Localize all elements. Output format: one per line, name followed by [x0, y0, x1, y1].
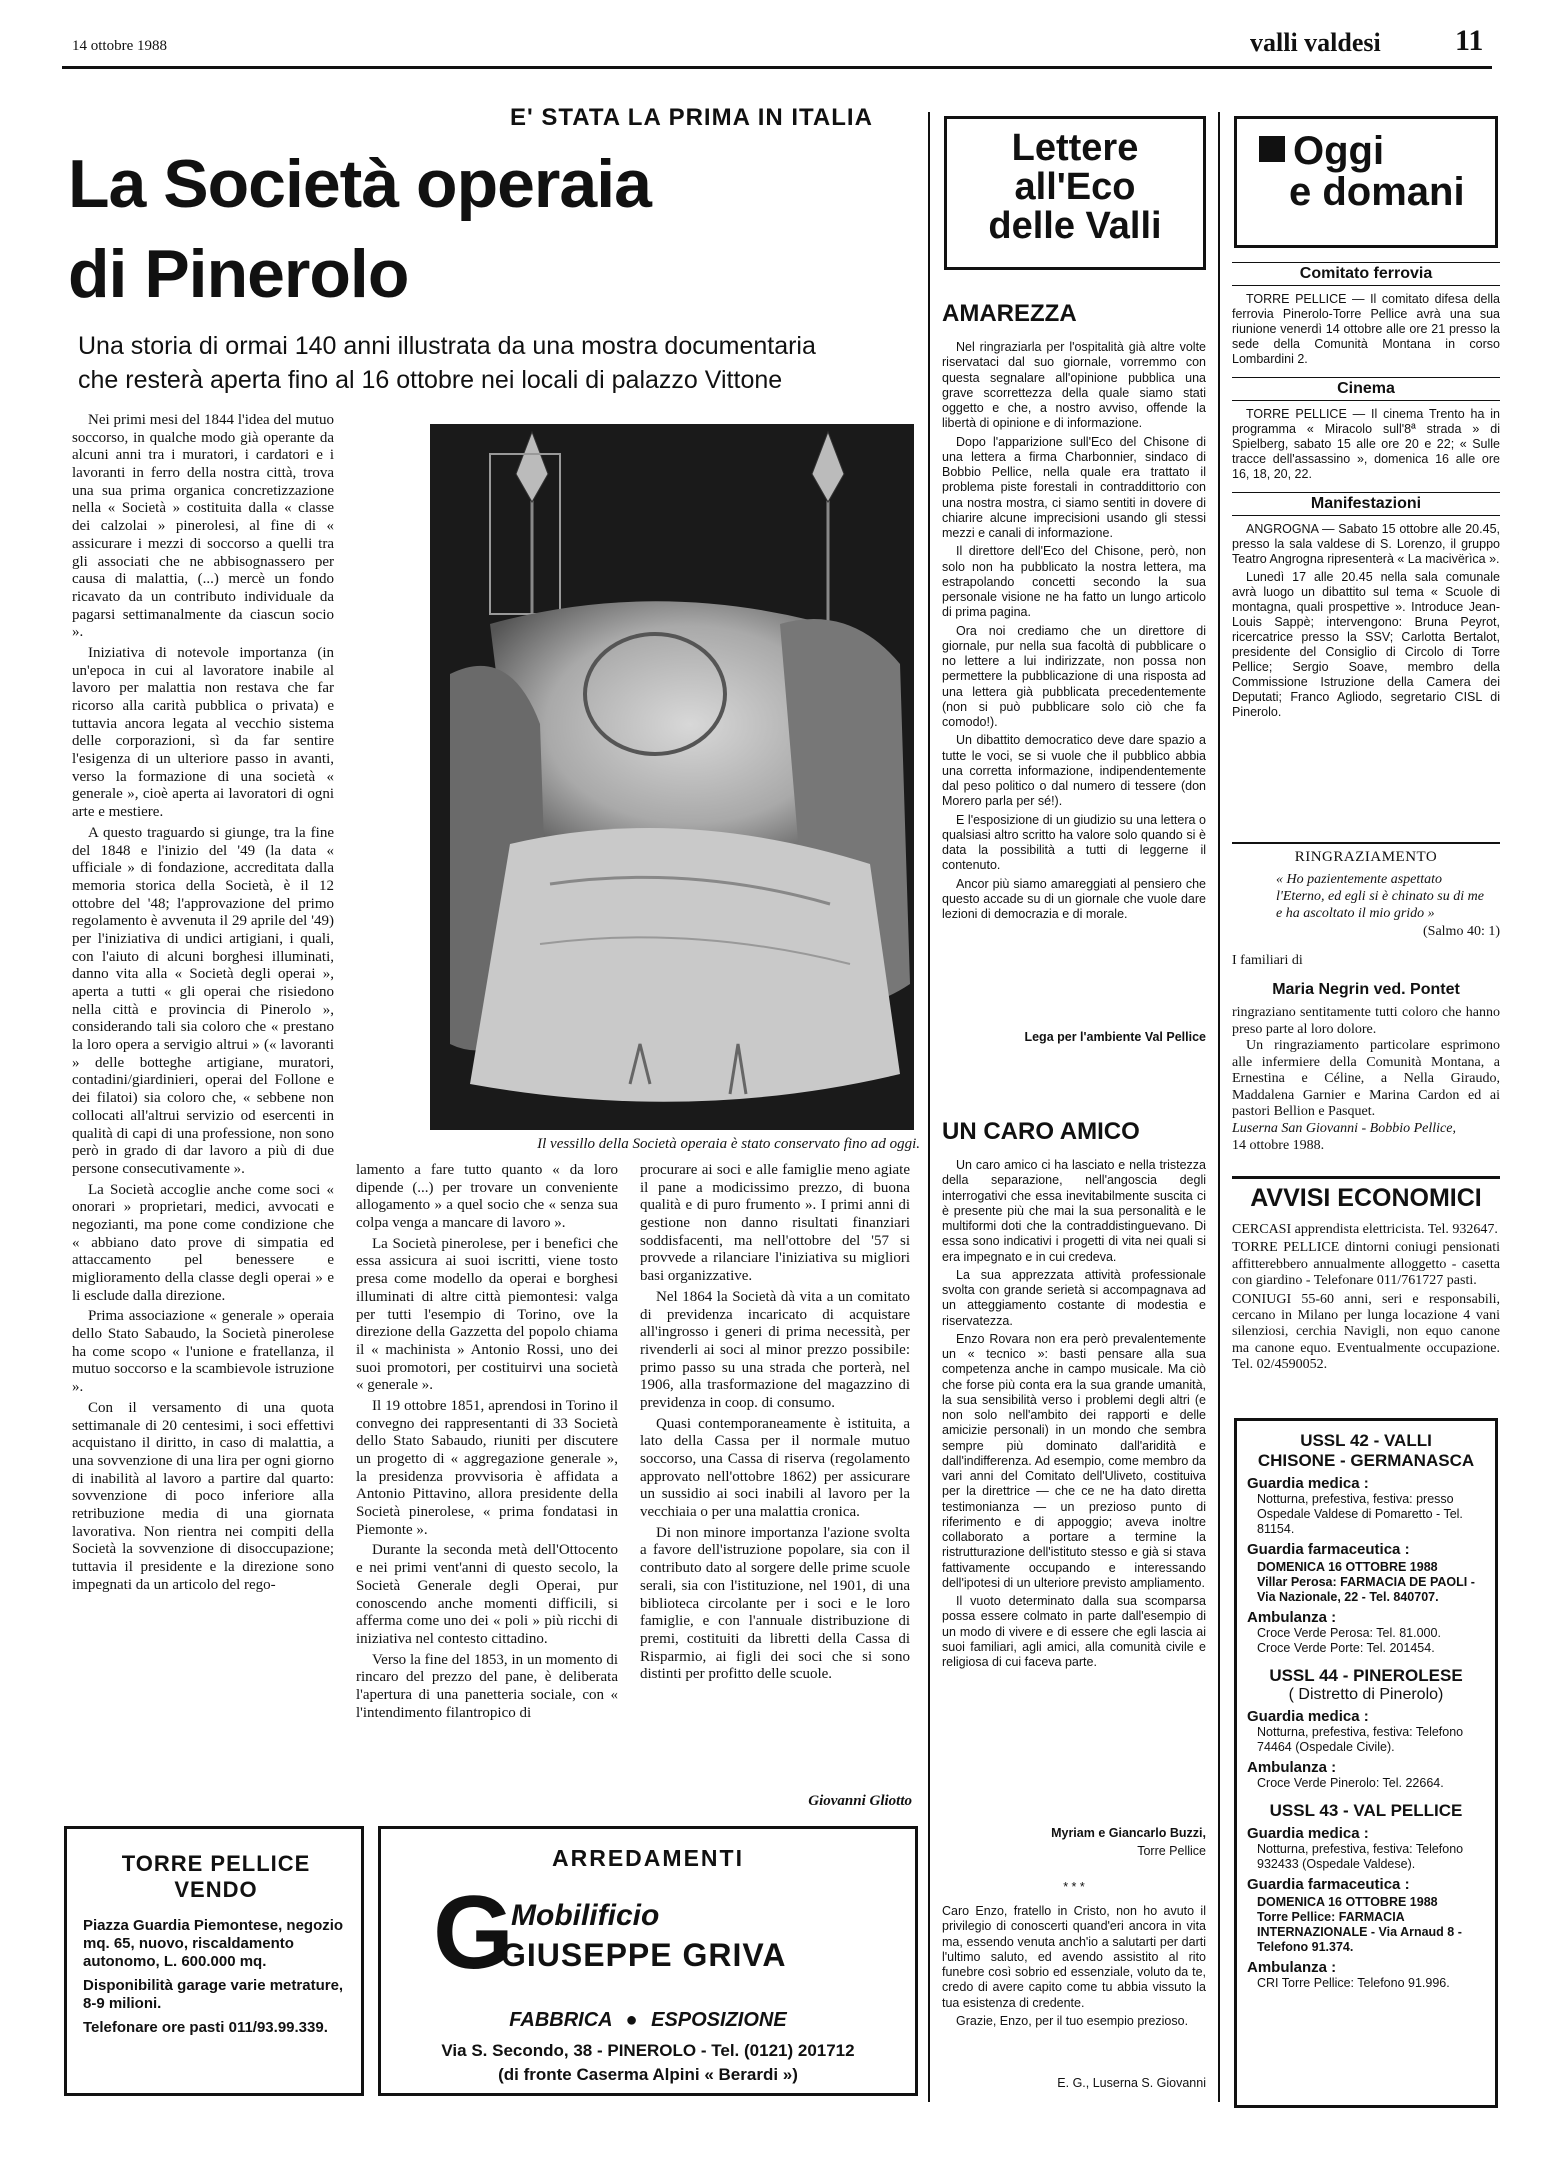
column-divider [1218, 112, 1220, 2102]
avviso-item: CONIUGI 55-60 anni, seri e responsabili, cercano in Milano per lunga locazione 4 vani silenziosi, cerchia Navigli, non equo canone ma canone equo. Eventualmente occupazione. Tel. 02/4590052. [1232, 1291, 1500, 1372]
ussl43-guardia-farmaceutica: Guardia farmaceutica : [1247, 1876, 1410, 1893]
ad-griva-fabbrica: FABBRICA [509, 2009, 612, 2031]
letter-paragraph: Dopo l'apparizione sull'Eco del Chisone di una lettera a firma Charbonnier, sindaco di Bobbio Pellice, nella quale era trattato il problema piste forestali in contraddittorio con una nostra mostra, ci siamo sentiti in dovere di chiarire alcune imprecisioni usando gli stessi mezzi e canali di informazione. [942, 434, 1206, 540]
ussl42-guardia-farmaceutica: Guardia farmaceutica : [1247, 1541, 1410, 1558]
ad-vendo-text-2: Disponibilità garage varie metrature, 8-9 milioni. [83, 1977, 344, 2012]
article-title-line-1: La Società operaia [68, 146, 651, 222]
avviso-item: CERCASI apprendista elettricista. Tel. 932647. [1232, 1222, 1498, 1237]
oggi-title: Oggi [1293, 129, 1385, 173]
ad-griva-note: (di fronte Caserma Alpini « Berardi ») [498, 2065, 798, 2084]
letters-header-line-1: Lettere [1011, 127, 1139, 169]
caro-amico-body [942, 1158, 1206, 1673]
ringraziamento-block [1232, 848, 1500, 1154]
letters-header-box [944, 116, 1206, 270]
ringraziamento-place: Luserna San Giovanni - Bobbio Pellice, [1232, 1120, 1456, 1136]
article-paragraph: Quasi contemporaneamente è istituita, a lato della Cassa per il normale mutuo soccorso, una Cassa di riserva (regolamento approvato nell'ottobre 1862) per assicurare un sussidio ai soci inabili al lavoro per la vecchiaia o per una malattia cronica. [640, 1415, 910, 1521]
avvisi-title: AVVISI ECONOMICI [1250, 1184, 1482, 1212]
article-column-3 [640, 1162, 910, 1787]
ad-vendo-text-1: Piazza Guardia Piemontese, negozio mq. 65, nuovo, riscaldamento autonomo, L. 600.000 mq. [83, 1917, 344, 1970]
article-kicker: E' STATA LA PRIMA IN ITALIA [510, 104, 873, 131]
ussl43-ambulanza-1: CRI Torre Pellice: Telefono 91.996. [1257, 1976, 1450, 1990]
ad-griva-head: ARREDAMENTI [552, 1845, 744, 1871]
ussl44-ambulanza-1: Croce Verde Pinerolo: Tel. 22664. [1257, 1776, 1444, 1790]
ussl43-farmacia-date: DOMENICA 16 OTTOBRE 1988 [1257, 1895, 1438, 1909]
article-title-line-2: di Pinerolo [68, 236, 409, 312]
article-paragraph: Nel 1864 la Società dà vita a un comitato di previdenza incaricato di acquistare all'ingrosso i generi di prima necessità, per rivenderli ai soci al minor prezzo possibile: primo passo su una strada che porterà, nel 1906, alla trasformazione del magazzino di previdenza in coop. di consumo. [640, 1288, 910, 1411]
ringraziamento-intro: I familiari di [1232, 953, 1303, 969]
banner-photo [430, 424, 914, 1130]
letter-paragraph: La sua apprezzata attività professionale svolta con grande serietà si accompagnava ad un atteggiamento costante di modestia e riservatezza. [942, 1267, 1206, 1328]
ad-griva-logo-letter: G [433, 1875, 514, 1991]
section-rule [1232, 842, 1500, 844]
ussl44-title-2: ( Distretto di Pinerolo) [1288, 1686, 1444, 1703]
ad-vendo-title-1: TORRE PELLICE [121, 1851, 311, 1876]
avviso-item: TORRE PELLICE dintorni coniugi pensionati affitterebbero annualmente alloggetto - casetta con giardino - Telefonare 011/761727 pasti. [1232, 1240, 1500, 1289]
ad-griva-esposizione: ESPOSIZIONE [651, 2009, 787, 2031]
article-paragraph: lamento a fare tutto quanto « da loro dipende (...) per trovare un conveniente allogamento » a quel socio che « senza sua colpa venga a mancare di lavoro ». [356, 1162, 618, 1232]
article-column-1 [72, 412, 334, 1817]
header-rule [62, 66, 1492, 69]
ussl43-guardia-medica: Guardia medica : [1247, 1825, 1369, 1842]
article-paragraph: Con il versamento di una quota settimanale di 20 centesimi, i soci effettivi acquistano il diritto, in caso di malattia, a una sovvenzione di una lira per ogni giorno di inabilità al lavoro a partire dal quarto: sovvenzione di poco inferiore alla retribuzione media di una giornata lavorativa. Non rientra nei compiti della Società la sovvenzione di disoccupazione; tuttavia il presidente e la direzione sono impegnati da un articolo del rego- [72, 1399, 334, 1593]
section-paragraph: TORRE PELLICE — Il cinema Trento ha in programma « Miracolo sull'8ª strada » di Spielberg, sabato 15 alle ore 20 e 22; « Sulle tracce dell'assassino », domenica 16 alle ore 16, 18, 20, 22. [1232, 407, 1500, 481]
article-subtitle-line-1: Una storia di ormai 140 anni illustrata da una mostra documentaria [78, 332, 816, 360]
letter-paragraph: Caro Enzo, fratello in Cristo, non ho avuto il privilegio di conoscerti quand'eri ancora in vita ma, essendo venuta anch'io a salutarti per darti l'ultimo saluto, ed avendo assistito al rito funebre così sobrio ed essenziale, voluto da te, credo di avere capito come tu abbia vissuto la tua esistenza di credente. [942, 1904, 1206, 2010]
letters-header-line-3: delle Valli [988, 204, 1162, 247]
ussl42-title-1: USSL 42 - VALLI [1300, 1431, 1432, 1450]
caro-amico-second-body [942, 1904, 1206, 2032]
article-paragraph: La Società accoglie anche come soci « onorari » proprietari, medici, avvocati e negozianti, ma pone come condizione che « abbiano dato prove di simpatia ed attaccamento pel benessere e miglioramento della classe degli operai » e li esclude dalla direzione. [72, 1181, 334, 1304]
ussl42-ambulanza: Ambulanza : [1247, 1609, 1337, 1626]
section-head-cinema: Cinema [1232, 377, 1500, 401]
ringraziamento-title: RINGRAZIAMENTO [1294, 849, 1438, 865]
article-subtitle-line-2: che resterà aperta fino al 16 ottobre nei locali di palazzo Vittone [78, 366, 783, 394]
ringraziamento-name: Maria Negrin ved. Pontet [1272, 980, 1460, 998]
ussl43-title: USSL 43 - VAL PELLICE [1269, 1801, 1463, 1820]
ad-griva-fabbrica-row [381, 2009, 915, 2032]
section-head-ferrovia: Comitato ferrovia [1232, 262, 1500, 286]
ussl43-ambulanza: Ambulanza : [1247, 1959, 1337, 1976]
oggi-domani-line-1 [1259, 131, 1495, 171]
ad-griva [378, 1826, 918, 2096]
letter-paragraph: Ora noi crediamo che un direttore di giornale, pur nella sua facoltà di pubblicare o no lettere a lui indirizzate, non possa non permettere la pubblicazione di una risposta ad una lettera già pubblicata precedentemente (non si può pubblicare solo ciò che fa comodo!). [942, 623, 1206, 729]
amarezza-signature: Lega per l'ambiente Val Pellice [1024, 1030, 1206, 1044]
article-paragraph: Iniziativa di notevole importanza (in un'epoca in cui al lavoratore inabile al lavoro per malattia non restava che far ricorso alla carità pubblica o privata) e tuttavia ancora legata al vecchio sistema delle corporazioni, sì da far sentire l'esigenza di un ulteriore passo in avanti, verso la formazione di una società « generale », cioè aperta ai lavoratori di ogni arte e mestiere. [72, 644, 334, 821]
ussl-box [1234, 1418, 1498, 2108]
letter-paragraph: Ancor più siamo amareggiati al pensiero che questo accade su di un giornale che vuole dare lezioni di democrazia e di morale. [942, 876, 1206, 921]
caro-amico-signature-2: Torre Pellice [1137, 1844, 1206, 1858]
avvisi-list [1232, 1222, 1500, 1373]
ringraziamento-text-1: ringraziano sentitamente tutti coloro che hanno preso parte al loro dolore. [1232, 1005, 1500, 1037]
amarezza-title: AMAREZZA [942, 300, 1077, 327]
square-bullet-icon [1259, 136, 1285, 162]
ussl44-ambulanza: Ambulanza : [1247, 1759, 1337, 1776]
header-date: 14 ottobre 1988 [72, 38, 167, 54]
amarezza-body [942, 340, 1206, 925]
article-paragraph: La Società pinerolese, per i benefici che essa assicura ai suoi iscritti, viene tosto presa come modello da operai e borghesi illuminati di altre città piemontesi: valga per tutti l'esempio di Torino, ove la direzione della Gazzetta del popolo chiama il « machinista » Antonio Rossi, uno dei suoi promotori, per costituirvi una società « generale ». [356, 1235, 618, 1394]
section-text-manifestazioni [1232, 522, 1500, 720]
section-head-manifestazioni: Manifestazioni [1232, 492, 1500, 516]
ussl44-guardia-medica: Guardia medica : [1247, 1708, 1369, 1725]
letter-paragraph: Nel ringraziarla per l'ospitalità già altre volte riservataci dal suo giornale, vorremmo con questa segnalare all'opinione pubblica una grave scorrettezza della quale siamo stati oggetto e che, a nostro avviso, offende la libertà di opinione e di informazione. [942, 340, 1206, 431]
letter-paragraph: Un caro amico ci ha lasciato e nella tristezza della separazione, nell'angoscia degli interrogativi che essa inevitabilmente suscita ci è presente più che mai la sua personalità e le multiformi doti che la contraddistinguevano. Di essa sono indicativi i progetti di vita nei quali si era impegnato e in cui credeva. [942, 1158, 1206, 1264]
letter-paragraph: Il vuoto determinato dalla sua scomparsa possa essere colmato in parte dall'esempio di un modo di vivere e di essere che egli lascia ai suoi familiari, agli amici, alla comunità civile e religiosa di cui faceva parte. [942, 1594, 1206, 1669]
header-page-number: 11 [1455, 24, 1484, 57]
ussl42-ambulanza-1: Croce Verde Perosa: Tel. 81.000. [1257, 1626, 1441, 1640]
article-paragraph: Durante la seconda metà dell'Ottocento e nei primi vent'anni di questo secolo, la Società Generale degli Operai, pur conoscendo anche momenti difficili, si afferma come uno dei « poli » più ricchi di iniziativa nel contesto cittadino. [356, 1542, 618, 1647]
ringraziamento-date: 14 ottobre 1988. [1232, 1137, 1325, 1153]
banner-photo-image [430, 424, 914, 1130]
ussl42-guardia-medica-text: Notturna, prefestiva, festiva: presso Ospedale Valdese di Pomaretto - Tel. 81154. [1257, 1492, 1463, 1536]
oggi-domani-box [1234, 116, 1498, 248]
ussl42-farmacia-date: DOMENICA 16 OTTOBRE 1988 [1257, 1560, 1438, 1574]
ad-vendo [64, 1826, 364, 2096]
ad-vendo-text-3: Telefonare ore pasti 011/93.99.339. [83, 2019, 328, 2036]
ringraziamento-text-2: Un ringraziamento particolare esprimono alle infermiere della Comunità Montana, a Ernestina e Céline, a Nella Giraudo, Maddalena Garnier e Marina Cardon ed ai pastori Bellion e Pasquet. [1232, 1038, 1500, 1120]
column-divider [928, 112, 930, 2102]
letter-paragraph: Il direttore dell'Eco del Chisone, però, non solo non ha pubblicato la nostra lettera, ma estrapolando concetti secondo la sua personale visione ne ha fatto un lungo articolo di prima pagina. [942, 544, 1206, 620]
section-text-cinema [1232, 407, 1500, 482]
ad-griva-brand-1: Mobilificio [511, 1899, 660, 1932]
article-paragraph: Verso la fine del 1853, in un momento di rincaro del prezzo del pane, è deliberata l'apertura di una panetteria sociale, con « l'intendimento filantropico di [356, 1651, 618, 1721]
section-rule [1232, 1176, 1500, 1179]
article-paragraph: A questo traguardo si giunge, tra la fine del 1848 e l'inizio del '49 (la data « ufficiale » di fondazione, accreditata dalla memoria storica della Società, è il 12 ottobre del '48; l'approvazione del primo regolamento è avvenuta il 29 aprile del '49) per l'iniziativa di undici artigiani, i quali, con l'aiuto di alcuni borghesi illuminati, danno vita alla « Società degli operai », aperta a tutti « gli operai che risiedono nella città e provincia di Pinerolo », considerando tali sia coloro che « prestano la loro opera a servigio altrui » (« lavoranti » delle botteghe artigiane, muratori, contadini/giardinieri, operai del Follone e dei filatoi) sia coloro che, « sebbene non collocati all'altrui servizio od esercenti in qualità di capi di una professione, non sono però in grado di dar lavoro a più di due persone consecutivamente ». [72, 824, 334, 1177]
letter-paragraph: Un dibattito democratico deve dare spazio a tutte le voci, se si vuole che il pubblico abbia una corretta informazione, indipendentemente dal peso politico o dal numero di tessere (don Morero parla per sé!). [942, 733, 1206, 809]
photo-caption: Il vessillo della Società operaia è stato conservato fino ad oggi. [537, 1136, 920, 1152]
bullet-icon: ● [625, 2009, 638, 2031]
article-paragraph: procurare ai soci e alle famiglie meno agiate il pane a modicissimo prezzo, di buona qualità e di puro frumento ». I primi anni di gestione non danno risultati finanziari soddisfacenti, ma nell'ottobre del '57 si provvede a rilanciare l'iniziativa su migliori basi organizzative. [640, 1162, 910, 1285]
caro-amico-signature-3: E. G., Luserna S. Giovanni [1057, 2076, 1206, 2090]
section-text-ferrovia [1232, 292, 1500, 367]
section-paragraph: ANGROGNA — Sabato 15 ottobre alle 20.45, presso la sala valdese di S. Lorenzo, il gruppo Teatro Angrogna ripresenterà « La macivërìca ». [1232, 522, 1500, 566]
section-paragraph: TORRE PELLICE — Il comitato difesa della ferrovia Pinerolo-Torre Pellice avrà una sua riunione venerdì 14 ottobre alle ore 21 presso la sede della Comunità Montana in corso Lombardini 2. [1232, 292, 1500, 366]
oggi-domani-sections [1232, 262, 1500, 724]
article-paragraph: Prima associazione « generale » operaia dello Stato Sabaudo, la Società pinerolese ha come scopo « l'unione e fratellanza, il mutuo soccorso e la scambievole istruzione ». [72, 1308, 334, 1396]
article-author: Giovanni Gliotto [808, 1793, 912, 1809]
caro-amico-separator: * * * [1063, 1880, 1085, 1894]
ad-vendo-title-2: VENDO [174, 1877, 258, 1902]
letter-paragraph: Grazie, Enzo, per il tuo esempio prezioso. [956, 2013, 1189, 2028]
letter-paragraph: E l'esposizione di un giudizio su una lettera o qualsiasi altro scritto ha valore solo quando si è data la possibilità a tutti di leggerne il contenuto. [942, 812, 1206, 873]
ussl42-ambulanza-2: Croce Verde Porte: Tel. 201454. [1257, 1641, 1435, 1655]
ussl44-guardia-medica-text: Notturna, prefestiva, festiva: Telefono 74464 (Ospedale Civile). [1257, 1725, 1464, 1754]
ad-griva-address: Via S. Secondo, 38 - PINEROLO - Tel. (0121) 201712 [441, 2041, 855, 2060]
ringraziamento-ref: (Salmo 40: 1) [1423, 924, 1500, 940]
article-paragraph: Nei primi mesi del 1844 l'idea del mutuo soccorso, in qualche modo già operante da alcuni anni tra i muratori, i cardatori e i lavoranti in ferro della nostra città, trova una sua prima organica concretizzazione nella « Società » costituita dalla « classe dei calzolai » pinerolesi, al fine di « assicurare i mezzi di soccorso a quelli tra gli associati che ne abbisognassero per causa di malattia, (...) mercè un fondo ricavato da un contributo individuale da pagarsi settimanalmente da ciascun socio ». [72, 412, 334, 641]
ussl42-farmacia-text: Villar Perosa: FARMACIA DE PAOLI - Via Nazionale, 22 - Tel. 840707. [1257, 1575, 1475, 1604]
ussl42-guardia-medica: Guardia medica : [1247, 1475, 1369, 1492]
header-paper-name: valli valdesi [1250, 28, 1381, 57]
caro-amico-title: UN CARO AMICO [942, 1118, 1140, 1145]
ussl42-title-2: CHISONE - GERMANASCA [1257, 1451, 1475, 1470]
ringraziamento-quote: « Ho pazientemente aspettato l'Eterno, ed egli si è chinato su di me e ha ascoltato il mio grido » [1276, 872, 1484, 921]
oggi-domani-line-2: e domani [1289, 170, 1465, 214]
article-paragraph: Di non minore importanza l'azione svolta a favore dell'istruzione popolare, sia con il contributo dato al sorgere delle prime scuole serali, sia con l'istituzione, nel 1901, di una biblioteca circolante per i soci e le loro famiglie, e con l'annuale distribuzione di premi, costituiti da libretti della Cassa di Risparmio, ai figli dei soci che si sono distinti per profitto delle scuole. [640, 1524, 910, 1683]
article-paragraph: Il 19 ottobre 1851, aprendosi in Torino il convegno dei rappresentanti di 33 Società dello Stato Sabaudo, riuniti per discutere un progetto di « aggregazione generale », la presidenza provvisoria è affidata a Antonio Pittavino, allora presidente della Società pinerolese, « prima fondatasi in Piemonte ». [356, 1397, 618, 1538]
article-column-2 [356, 1162, 618, 1812]
ussl43-farmacia-text: Torre Pellice: FARMACIA INTERNAZIONALE - Via Arnaud 8 - Telefono 91.374. [1257, 1910, 1462, 1954]
ussl44-title-1: USSL 44 - PINEROLESE [1269, 1666, 1463, 1685]
section-paragraph: Lunedì 17 alle 20.45 nella sala comunale avrà luogo un dibattito sul tema « Scuole di montagna, quali prospettive ». Introduce Jean-Louis Sappè; intervengono: Bruna Peyrot, ricercatrice presso la SSV; Carlotta Bertalot, presidente del Consiglio di Circolo di Torre Pellice; Sergio Soave, membro della Commissione Istruzione della Camera dei Deputati; Franco Agliodo, segretario CISL di Pinerolo. [1232, 570, 1500, 719]
ussl43-guardia-medica-text: Notturna, prefestiva, festiva: Telefono 932433 (Ospedale Valdese). [1257, 1842, 1464, 1871]
letters-header-line-2: all'Eco [1014, 165, 1136, 208]
caro-amico-signature-1: Myriam e Giancarlo Buzzi, [1051, 1826, 1206, 1840]
letter-paragraph: Enzo Rovara non era però prevalentemente un « tecnico »: basti pensare alla sua competenza anche in campo musicale. Ma ciò che forse più conta era la sua grande umanità, la sua sensibilità verso i problemi degli altri (e non solo nell'ambito dei rapporti e delle amicizie personali) in un mondo che sembra sempre più dominato dall'aridità e dall'indifferenza. Ad esempio, come membro da vari anni del Comitato dell'Uliveto, costituiva per la direttrice — che ce ne ha dato diretta testimonianza — un prezioso punto di riferimento e di appoggio; aveva inoltre collaborato a portare a termine la ristrutturazione dell'istituto stesso e già si stava fattivamente occupando e interessando dell'ipotesi di un ulteriore previsto ampliamento. [942, 1331, 1206, 1590]
ad-griva-brand-2: GIUSEPPE GRIVA [501, 1937, 787, 1973]
